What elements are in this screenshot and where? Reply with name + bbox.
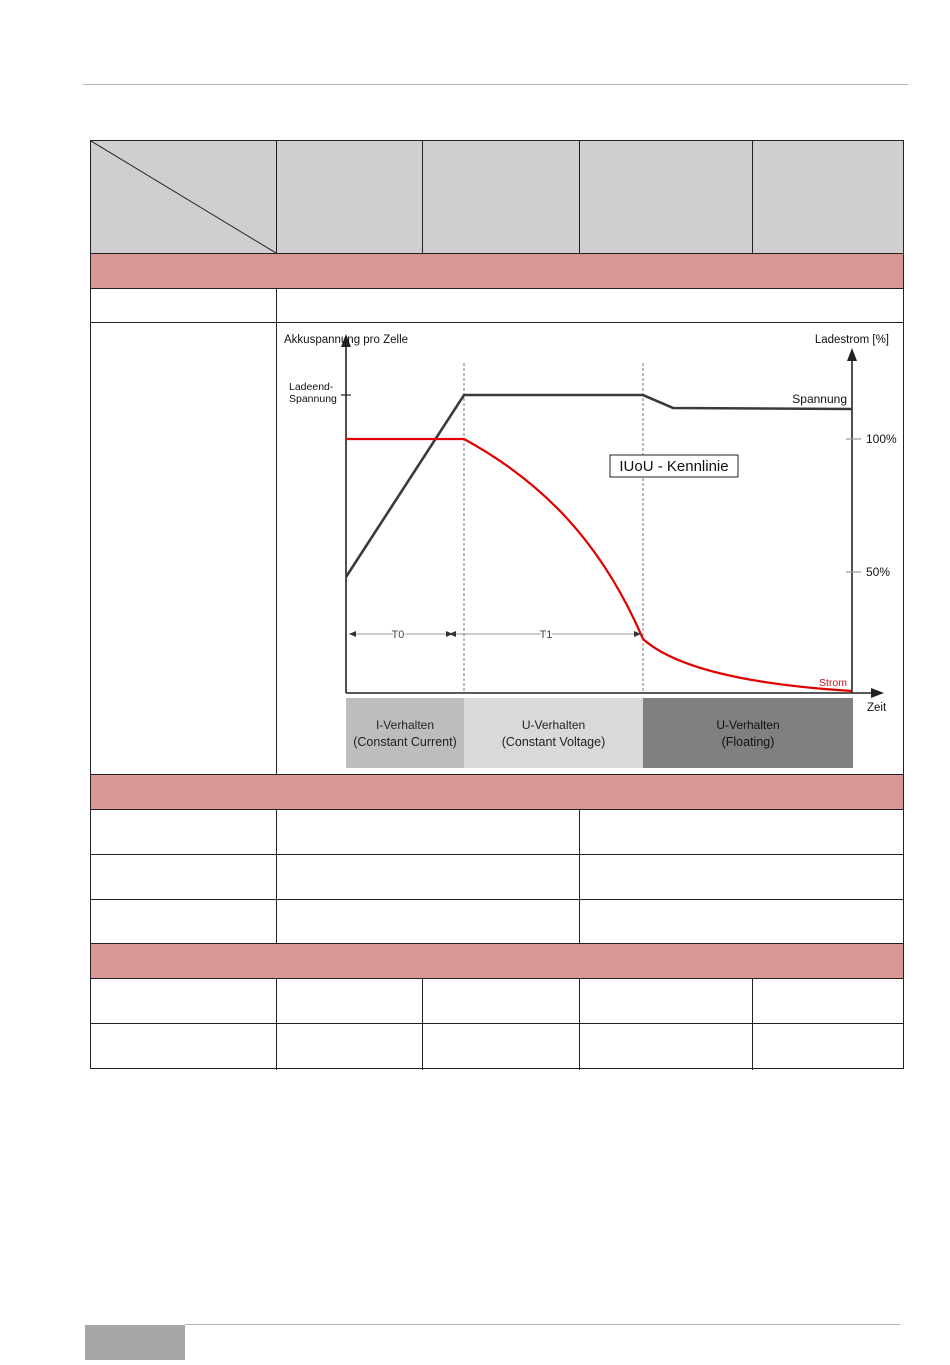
phase-label-2: U-Verhalten xyxy=(521,718,586,732)
series-strom-line xyxy=(346,439,852,691)
phase-sublabel-3: (Floating) xyxy=(721,735,775,749)
footer-rule xyxy=(185,1324,900,1325)
section-band xyxy=(91,254,903,288)
right-tick-label: 100% xyxy=(866,432,897,446)
phase-band-3 xyxy=(643,698,853,768)
right-tick-label: 50% xyxy=(866,565,891,579)
page-number-tab xyxy=(85,1325,185,1360)
phase-band-2 xyxy=(464,698,643,768)
header-diagonal xyxy=(91,141,276,253)
left-tick-label-line2: Spannung xyxy=(289,393,337,405)
chart-svg xyxy=(277,324,903,774)
interval-t1-label: T1 xyxy=(539,629,553,641)
phase-sublabel-2: (Constant Voltage) xyxy=(501,735,606,749)
interval-t1-arrow-left xyxy=(449,631,456,637)
phase-label-3: U-Verhalten xyxy=(716,718,780,732)
right-axis-label: Ladestrom [%] xyxy=(814,334,889,346)
charging-curve-chart xyxy=(277,324,903,774)
header-rule xyxy=(83,84,908,85)
phase-label-1: I-Verhalten xyxy=(375,718,435,732)
left-axis-label: Akkuspannung pro Zelle xyxy=(284,334,409,346)
x-axis-arrow xyxy=(871,688,884,698)
right-axis-arrow xyxy=(847,348,857,361)
section-band xyxy=(91,944,903,978)
interval-t0-arrow-left xyxy=(349,631,356,637)
x-axis-label: Zeit xyxy=(867,702,887,714)
section-band xyxy=(91,775,903,809)
spec-table xyxy=(90,140,904,1069)
series-strom-label: Strom xyxy=(818,677,847,689)
interval-t0-label: T0 xyxy=(391,629,405,641)
series-spannung-label: Spannung xyxy=(792,392,847,406)
series-spannung-line xyxy=(346,395,852,577)
phase-sublabel-1: (Constant Current) xyxy=(353,735,457,749)
left-tick-label-line1: Ladeend- xyxy=(289,381,334,393)
chart-title: IUoU - Kennlinie xyxy=(619,458,729,475)
phase-band-1 xyxy=(346,698,464,768)
